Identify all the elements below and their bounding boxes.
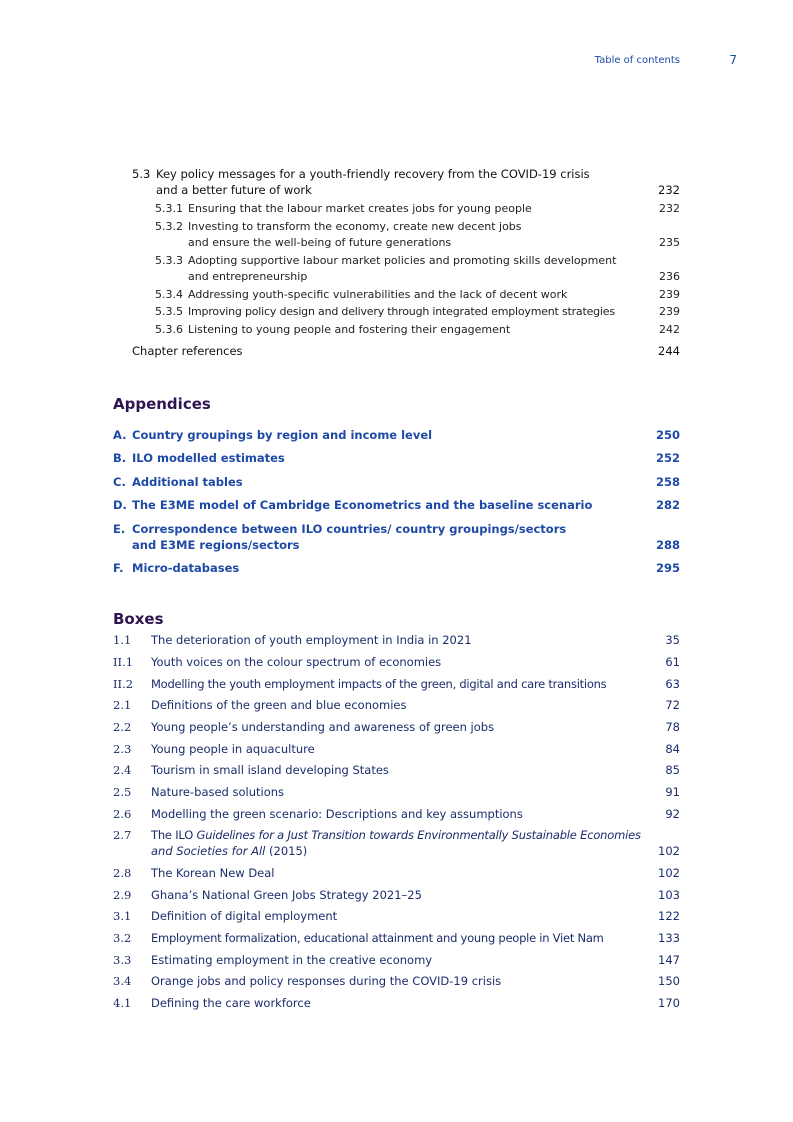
box-title: Ghana’s National Green Jobs Strategy 2021–25 (151, 888, 422, 902)
box-number: 2.5 (113, 785, 132, 799)
toc-subentry-number: 5.3.4 (155, 288, 183, 301)
appendix-letter: A. (113, 428, 127, 442)
appendix-entry-f[interactable] (113, 560, 680, 577)
toc-subentry-5-3-3[interactable] (155, 252, 680, 286)
box-entry-2-8[interactable] (113, 865, 680, 882)
toc-subentry-number: 5.3.6 (155, 323, 183, 336)
toc-subentry-number: 5.3.2 (155, 220, 183, 233)
toc-subentry-5-3-6[interactable] (155, 321, 680, 338)
box-title: Young people in aquaculture (151, 742, 315, 756)
toc-subentry-title-line1: Adopting supportive labour market policies and promoting skills development (188, 254, 617, 267)
box-entry-1-1[interactable] (113, 632, 680, 649)
box-number: 3.2 (113, 931, 132, 945)
box-page: 102 (658, 844, 680, 858)
box-entry-2-2[interactable] (113, 719, 680, 736)
appendix-entry-e[interactable] (113, 521, 680, 555)
running-header-section: Table of contents (594, 55, 680, 66)
toc-entry-title-line1: Key policy messages for a youth-friendly recovery from the COVID-19 crisis (156, 167, 590, 181)
box-title: Youth voices on the colour spectrum of economies (151, 655, 442, 669)
toc-subentry-page: 239 (659, 288, 680, 301)
boxes-heading: Boxes (113, 610, 164, 628)
box-title: Defining the care workforce (151, 996, 311, 1010)
box-number: 3.1 (113, 909, 132, 923)
box-title: Definition of digital employment (151, 909, 338, 923)
box-page: 85 (665, 763, 680, 777)
appendix-entry-b[interactable] (113, 450, 680, 467)
box-entry-2-4[interactable] (113, 762, 680, 779)
box-entry-3-4[interactable] (113, 973, 680, 990)
toc-entry-number: 5.3 (132, 167, 151, 181)
appendix-title: Additional tables (132, 475, 243, 489)
box-title: Tourism in small island developing States (151, 763, 389, 777)
appendices-heading: Appendices (113, 395, 211, 413)
box-page: 150 (658, 974, 680, 988)
box-page: 63 (665, 677, 680, 691)
box-entry-II-1[interactable] (113, 654, 680, 671)
box-page: 170 (658, 996, 680, 1010)
box-page: 122 (658, 909, 680, 923)
appendix-letter: E. (113, 522, 126, 536)
box-number: II.1 (113, 655, 134, 669)
box-title-suffix: (2015) (265, 844, 308, 858)
appendix-title: The E3ME model of Cambridge Econometrics and the baseline scenario (132, 498, 593, 512)
box-title: Modelling the youth employment impacts of the green, digital and care transitions (151, 677, 607, 691)
toc-subentry-title: Listening to young people and fostering their engagement (188, 323, 511, 336)
appendix-title: Country groupings by region and income level (132, 428, 433, 442)
box-title-italic: and Societies for All (151, 844, 266, 858)
appendix-title: Micro-databases (132, 561, 240, 575)
toc-entry-title-line2: and a better future of work (156, 183, 312, 197)
box-title: Orange jobs and policy responses during the COVID-19 crisis (151, 974, 502, 988)
toc-subentry-number: 5.3.3 (155, 254, 183, 267)
appendix-letter: D. (113, 498, 127, 512)
box-entry-4-1[interactable] (113, 995, 680, 1012)
box-entry-2-5[interactable] (113, 784, 680, 801)
box-number: 4.1 (113, 996, 132, 1010)
box-entry-II-2[interactable] (113, 676, 680, 693)
appendix-page: 295 (655, 561, 680, 575)
toc-subentry-5-3-5[interactable] (155, 303, 680, 320)
box-entry-3-3[interactable] (113, 952, 680, 969)
appendix-entry-c[interactable] (113, 474, 680, 491)
appendix-entry-d[interactable] (113, 497, 680, 514)
box-entry-2-9[interactable] (113, 887, 680, 904)
box-number: 2.7 (113, 828, 132, 842)
box-title: Nature-based solutions (151, 785, 285, 799)
box-number: 2.3 (113, 742, 132, 756)
box-number: 1.1 (113, 633, 132, 647)
toc-subentry-title-line1: Investing to transform the economy, create new decent jobs (188, 220, 522, 233)
toc-subentry-number: 5.3.5 (155, 305, 183, 318)
box-entry-2-3[interactable] (113, 741, 680, 758)
toc-subentry-page: 232 (659, 202, 680, 215)
box-number: II.2 (113, 677, 134, 691)
box-page: 84 (665, 742, 680, 756)
toc-entry-chapter-references[interactable] (132, 343, 680, 360)
box-entry-2-7[interactable] (113, 827, 680, 861)
box-page: 103 (658, 888, 680, 902)
appendix-entry-a[interactable] (113, 427, 680, 444)
toc-subentry-page: 236 (659, 270, 680, 283)
toc-entry-title: Chapter references (132, 344, 243, 358)
toc-subentry-5-3-2[interactable] (155, 218, 680, 252)
box-page: 133 (658, 931, 680, 945)
box-title-line2 (151, 843, 307, 860)
box-title: Estimating employment in the creative economy (151, 953, 433, 967)
appendix-letter: C. (113, 475, 126, 489)
appendix-page: 250 (655, 428, 680, 442)
toc-subentry-5-3-4[interactable] (155, 286, 680, 303)
box-title: Modelling the green scenario: Descriptions and key assumptions (151, 807, 523, 821)
box-number: 2.9 (113, 888, 132, 902)
appendix-title-line2: and E3ME regions/sectors (132, 538, 300, 552)
toc-subentry-title: Ensuring that the labour market creates jobs for young people (188, 202, 532, 215)
appendix-page: 258 (655, 475, 680, 489)
box-title: Definitions of the green and blue economies (151, 698, 407, 712)
toc-subentry-number: 5.3.1 (155, 202, 183, 215)
toc-subentry-5-3-1[interactable] (155, 200, 680, 217)
box-page: 61 (665, 655, 680, 669)
box-page: 147 (658, 953, 680, 967)
box-title: Young people’s understanding and awareness of green jobs (151, 720, 495, 734)
box-entry-3-1[interactable] (113, 908, 680, 925)
toc-subentry-page: 235 (659, 236, 680, 249)
page-number: 7 (729, 53, 737, 67)
box-number: 2.4 (113, 763, 132, 777)
box-title-italic: Guidelines for a Just Transition towards Environmentally Sustainable Economies (196, 828, 641, 842)
box-entry-2-1[interactable] (113, 697, 680, 714)
box-page: 102 (658, 866, 680, 880)
box-number: 3.3 (113, 953, 132, 967)
toc-subentry-title-line2: and ensure the well-being of future generations (188, 236, 452, 249)
box-page: 35 (665, 633, 680, 647)
appendix-title-line1: Correspondence between ILO countries/ country groupings/sectors (132, 522, 567, 536)
appendix-page: 282 (655, 498, 680, 512)
box-entry-3-2[interactable] (113, 930, 680, 947)
box-number: 2.8 (113, 866, 132, 880)
toc-entry-5-3[interactable] (132, 166, 680, 200)
box-page: 92 (665, 807, 680, 821)
box-title: The deterioration of youth employment in India in 2021 (151, 633, 472, 647)
appendix-page: 252 (655, 451, 680, 465)
toc-subentry-title-line2: and entrepreneurship (188, 270, 308, 283)
appendix-letter: F. (113, 561, 124, 575)
box-title-prefix: The ILO (151, 828, 197, 842)
appendix-title: ILO modelled estimates (132, 451, 285, 465)
box-page: 91 (665, 785, 680, 799)
box-number: 3.4 (113, 974, 132, 988)
toc-subentry-title: Addressing youth-specific vulnerabilities and the lack of decent work (188, 288, 568, 301)
box-page: 72 (665, 698, 680, 712)
box-number: 2.6 (113, 807, 132, 821)
toc-subentry-page: 239 (659, 305, 680, 318)
box-title: Employment formalization, educational attainment and young people in Viet Nam (151, 931, 604, 945)
box-number: 2.2 (113, 720, 132, 734)
box-title: The Korean New Deal (151, 866, 275, 880)
box-page: 78 (665, 720, 680, 734)
toc-entry-page: 244 (658, 344, 680, 358)
appendix-letter: B. (113, 451, 127, 465)
toc-subentry-page: 242 (659, 323, 680, 336)
box-number: 2.1 (113, 698, 132, 712)
box-title-line1 (151, 827, 641, 844)
toc-entry-page: 232 (658, 183, 680, 197)
box-entry-2-6[interactable] (113, 806, 680, 823)
toc-subentry-title: Improving policy design and delivery through integrated employment strategies (188, 305, 615, 318)
appendix-page: 288 (655, 538, 680, 552)
